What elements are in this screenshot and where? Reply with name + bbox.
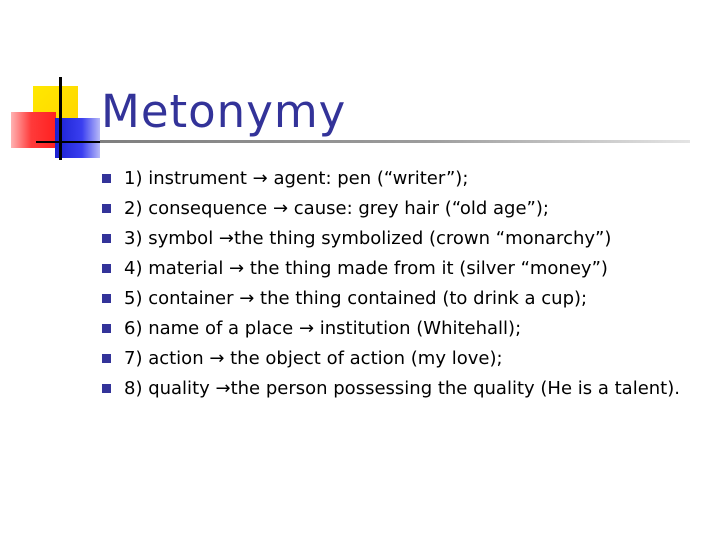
list-item-text: 5) container → the thing contained (to drink a cup);	[124, 288, 588, 309]
title-underline-rule	[100, 140, 690, 143]
square-bullet-icon	[102, 204, 111, 213]
slide-logo-squares	[0, 0, 110, 170]
list-item	[102, 226, 707, 251]
bullet-list	[102, 166, 707, 406]
list-item-text: 3) symbol →the thing symbolized (crown “monarchy”)	[124, 228, 612, 249]
list-item	[102, 166, 707, 191]
list-item-text: 4) material → the thing made from it (silver “money”)	[124, 258, 608, 279]
list-item	[102, 286, 707, 311]
square-bullet-icon	[102, 264, 111, 273]
horizontal-line-decoration	[36, 141, 104, 143]
square-bullet-icon	[102, 384, 111, 393]
vertical-line-decoration	[59, 77, 62, 160]
list-item	[102, 256, 707, 281]
square-bullet-icon	[102, 174, 111, 183]
square-bullet-icon	[102, 324, 111, 333]
list-item	[102, 346, 707, 371]
list-item-text: 6) name of a place → institution (Whitehall);	[124, 318, 522, 339]
list-item	[102, 316, 707, 341]
list-item-text: 2) consequence → cause: grey hair (“old age”);	[124, 198, 549, 219]
square-bullet-icon	[102, 294, 111, 303]
list-item-text: 8) quality →the person possessing the quality (He is a talent).	[124, 378, 680, 399]
square-bullet-icon	[102, 234, 111, 243]
square-bullet-icon	[102, 354, 111, 363]
list-item-text: 1) instrument → agent: pen (“writer”);	[124, 168, 469, 189]
list-item	[102, 196, 707, 221]
list-item-text: 7) action → the object of action (my love);	[124, 348, 503, 369]
slide-title: Metonymy	[101, 85, 347, 138]
list-item	[102, 376, 707, 401]
